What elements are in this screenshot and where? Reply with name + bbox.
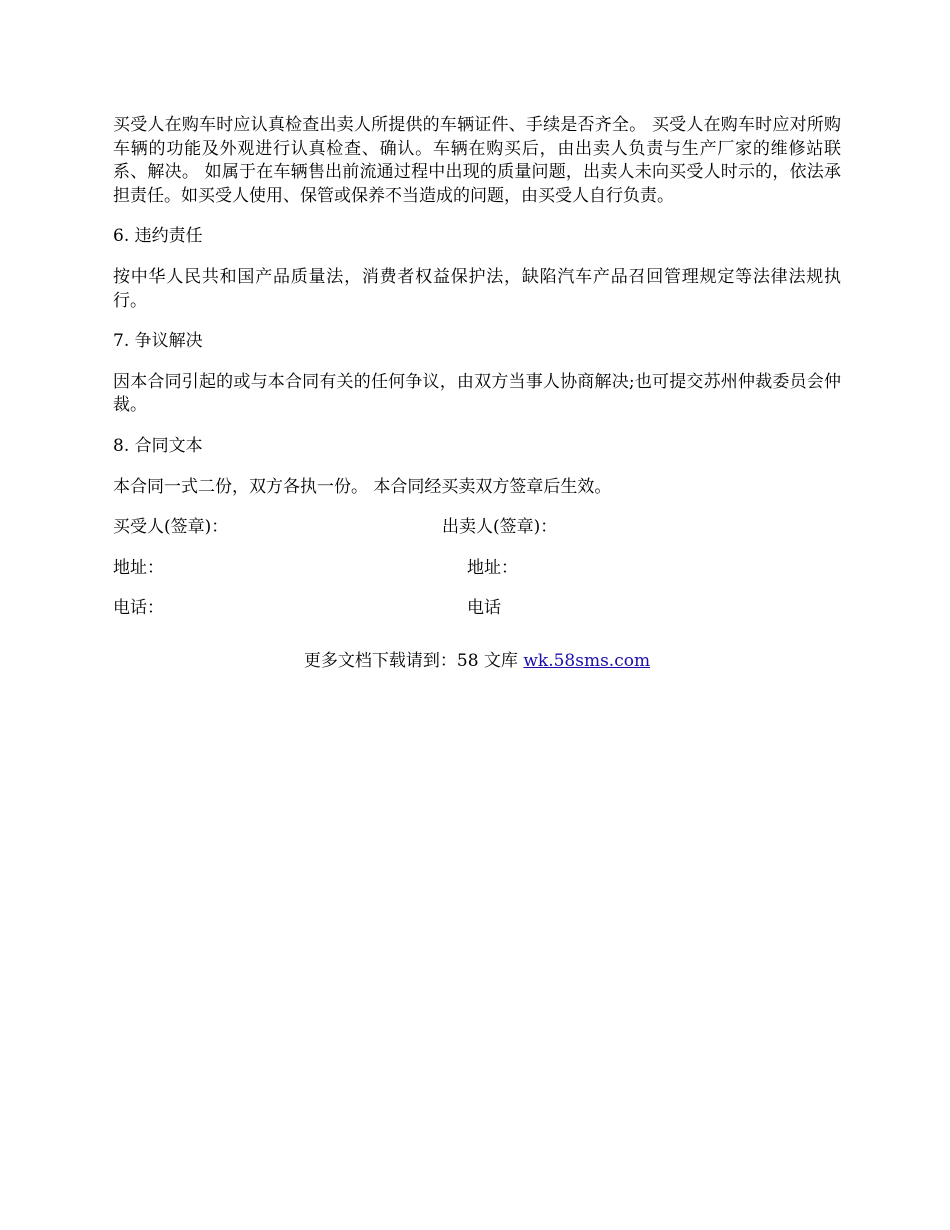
phone-row bbox=[113, 597, 841, 621]
section-6-body: 按中华人民共和国产品质量法，消费者权益保护法，缺陷汽车产品召回管理规定等法律法规执行。 bbox=[113, 266, 841, 311]
signature-row bbox=[113, 516, 841, 540]
buyer-address-label: 地址： bbox=[113, 557, 164, 578]
buyer-signature-label: 买受人(签章)： bbox=[113, 517, 229, 538]
section-7-body: 因本合同引起的或与本合同有关的任何争议，由双方当事人协商解决;也可提交苏州仲裁委员会仲裁。 bbox=[113, 371, 841, 416]
seller-phone-label: 电话 bbox=[467, 598, 501, 619]
seller-address-label: 地址： bbox=[467, 557, 518, 578]
section-7-title: 7. 争议解决 bbox=[113, 331, 203, 352]
section-8-title: 8. 合同文本 bbox=[113, 435, 203, 456]
footer-text: 更多文档下载请到：58 文库 bbox=[303, 651, 524, 671]
section-6-title: 6. 违约责任 bbox=[113, 226, 203, 247]
paragraph-inspection: 买受人在购车时应认真检查出卖人所提供的车辆证件、手续是否齐全。 买受人在购车时应对所购车辆的功能及外观进行认真检查、确认。车辆在购买后，由出卖人负责与生产厂家的维修站联系、解决。 如属于在车辆售出前流通过程中出现的质量问题，出卖人未向买受人时示的，依法承担责任。如买受人使用、保管或保养不当造成的问题，由买受人自行负责。 bbox=[113, 115, 841, 206]
seller-signature-label: 出卖人(签章)： bbox=[442, 517, 558, 538]
address-row bbox=[113, 557, 841, 581]
footer-link[interactable]: wk.58sms.com bbox=[523, 651, 651, 671]
buyer-phone-label: 电话： bbox=[113, 598, 164, 619]
document-body bbox=[113, 114, 841, 638]
section-8-body: 本合同一式二份，双方各执一份。 本合同经买卖双方签章后生效。 bbox=[113, 476, 612, 497]
footer bbox=[113, 650, 841, 674]
